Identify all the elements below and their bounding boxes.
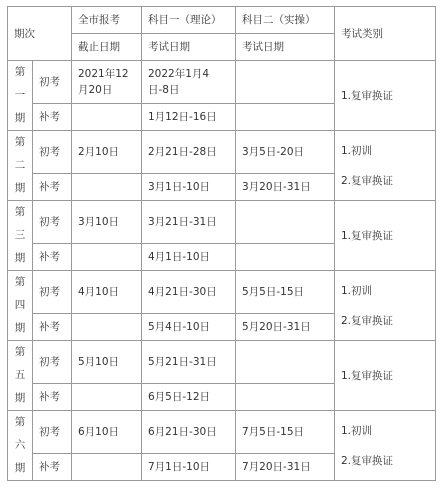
subject1-date-cell: 4月1日-10日 bbox=[142, 244, 236, 271]
period-label: 第六期 bbox=[14, 416, 26, 474]
header-period: 期次 bbox=[8, 7, 72, 61]
period-label-cell bbox=[8, 61, 33, 131]
period-label: 第三期 bbox=[14, 206, 26, 264]
registration-deadline-cell bbox=[72, 104, 142, 131]
subject1-date-cell: 7月1日-10日 bbox=[142, 454, 236, 481]
subject1-date-cell: 2022年1月4日-8日 bbox=[142, 61, 236, 104]
table-row bbox=[8, 201, 436, 244]
registration-deadline-cell bbox=[72, 174, 142, 201]
table-row bbox=[8, 341, 436, 384]
header-subject1: 科目一（理论） bbox=[142, 7, 236, 34]
exam-type-cell: 初考 bbox=[33, 201, 72, 244]
exam-category-item: 2.复审换证 bbox=[341, 174, 394, 187]
registration-deadline-cell bbox=[72, 244, 142, 271]
subject2-date-cell bbox=[236, 104, 335, 131]
exam-category-cell bbox=[335, 131, 436, 201]
header-registration-deadline: 截止日期 bbox=[72, 34, 142, 61]
period-label-cell bbox=[8, 271, 33, 341]
subject1-date-cell: 6月21日-30日 bbox=[142, 411, 236, 454]
period-label: 第四期 bbox=[14, 276, 26, 334]
subject2-date-cell: 5月20日-31日 bbox=[236, 314, 335, 341]
table-row bbox=[8, 271, 436, 314]
subject2-date-cell: 7月5日-15日 bbox=[236, 411, 335, 454]
exam-type-cell: 补考 bbox=[33, 384, 72, 411]
subject2-date-cell: 7月20日-31日 bbox=[236, 454, 335, 481]
exam-type-cell: 初考 bbox=[33, 411, 72, 454]
table-row bbox=[8, 61, 436, 104]
exam-type-cell: 初考 bbox=[33, 341, 72, 384]
subject1-date-cell: 5月4日-10日 bbox=[142, 314, 236, 341]
registration-deadline-cell: 2月10日 bbox=[72, 131, 142, 174]
header-category: 考试类别 bbox=[335, 7, 436, 61]
exam-type-cell: 初考 bbox=[33, 61, 72, 104]
registration-deadline-cell: 5月10日 bbox=[72, 341, 142, 384]
exam-category-item: 1.初训 bbox=[341, 144, 373, 157]
subject1-date-cell: 4月21日-30日 bbox=[142, 271, 236, 314]
subject1-date-cell: 1月12日-16日 bbox=[142, 104, 236, 131]
registration-deadline-cell bbox=[72, 454, 142, 481]
subject2-date-cell bbox=[236, 201, 335, 244]
subject2-date-cell bbox=[236, 244, 335, 271]
exam-category-item: 1.初训 bbox=[341, 284, 373, 297]
exam-category-item: 2.复审换证 bbox=[341, 454, 394, 467]
exam-type-cell: 补考 bbox=[33, 314, 72, 341]
exam-category-item: 2.复审换证 bbox=[341, 314, 394, 327]
exam-category-item: 1.初训 bbox=[341, 424, 373, 437]
exam-category-item: 1.复审换证 bbox=[341, 229, 394, 242]
exam-schedule-table bbox=[7, 6, 436, 481]
subject2-date-cell bbox=[236, 384, 335, 411]
registration-deadline-cell: 3月10日 bbox=[72, 201, 142, 244]
subject1-date-cell: 2月21日-28日 bbox=[142, 131, 236, 174]
exam-type-cell: 初考 bbox=[33, 271, 72, 314]
subject1-date-cell: 6月5日-12日 bbox=[142, 384, 236, 411]
exam-type-cell: 初考 bbox=[33, 131, 72, 174]
registration-deadline-cell: 2021年12月20日 bbox=[72, 61, 142, 104]
registration-deadline-cell bbox=[72, 314, 142, 341]
header-subject2: 科目二（实操） bbox=[236, 7, 335, 34]
registration-deadline-cell bbox=[72, 384, 142, 411]
header-registration: 全市报考 bbox=[72, 7, 142, 34]
registration-deadline-cell: 6月10日 bbox=[72, 411, 142, 454]
table-row bbox=[8, 131, 436, 174]
exam-type-cell: 补考 bbox=[33, 244, 72, 271]
period-label: 第五期 bbox=[14, 346, 26, 404]
exam-type-cell: 补考 bbox=[33, 104, 72, 131]
exam-category-cell bbox=[335, 341, 436, 411]
exam-category-cell bbox=[335, 271, 436, 341]
subject2-date-cell: 3月5日-20日 bbox=[236, 131, 335, 174]
header-subject1-date: 考试日期 bbox=[142, 34, 236, 61]
header-subject2-date: 考试日期 bbox=[236, 34, 335, 61]
subject2-date-cell: 3月20日-31日 bbox=[236, 174, 335, 201]
exam-category-cell bbox=[335, 201, 436, 271]
period-label-cell bbox=[8, 411, 33, 481]
exam-category-cell bbox=[335, 411, 436, 481]
period-label-cell bbox=[8, 341, 33, 411]
table-row bbox=[8, 411, 436, 454]
period-label-cell bbox=[8, 201, 33, 271]
exam-category-item: 1.复审换证 bbox=[341, 369, 394, 382]
exam-schedule-body bbox=[8, 7, 436, 481]
period-label-cell bbox=[8, 131, 33, 201]
exam-category-cell bbox=[335, 61, 436, 131]
subject1-date-cell: 3月1日-10日 bbox=[142, 174, 236, 201]
subject2-date-cell: 5月5日-15日 bbox=[236, 271, 335, 314]
period-label: 第二期 bbox=[14, 136, 26, 194]
registration-deadline-cell: 4月10日 bbox=[72, 271, 142, 314]
exam-category-item: 1.复审换证 bbox=[341, 89, 394, 102]
exam-type-cell: 补考 bbox=[33, 454, 72, 481]
subject1-date-cell: 5月21日-31日 bbox=[142, 341, 236, 384]
header-row-1 bbox=[8, 7, 436, 34]
subject1-date-cell: 3月21日-31日 bbox=[142, 201, 236, 244]
subject2-date-cell bbox=[236, 341, 335, 384]
subject2-date-cell bbox=[236, 61, 335, 104]
exam-type-cell: 补考 bbox=[33, 174, 72, 201]
period-label: 第一期 bbox=[14, 66, 26, 124]
